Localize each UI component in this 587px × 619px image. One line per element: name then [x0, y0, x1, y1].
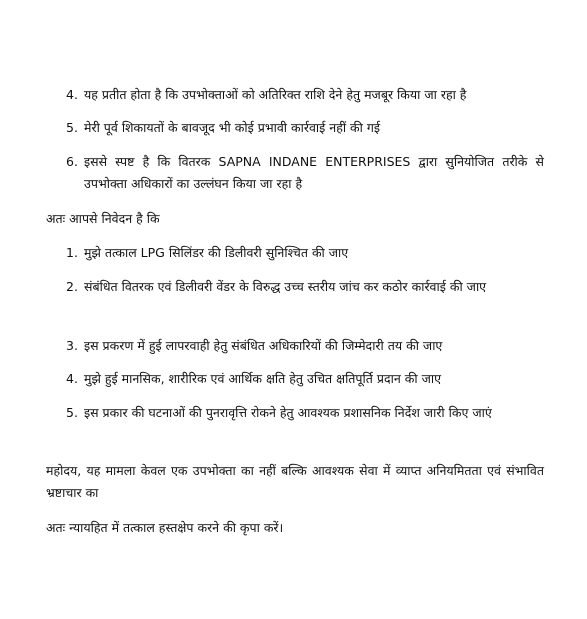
list-number: 6. [66, 154, 78, 169]
list-item [66, 276, 544, 298]
list-text: मुझे हुई मानसिक, शारीरिक एवं आर्थिक क्षति हेतु उचित क्षतिपूर्ति प्रदान की जाए [84, 371, 442, 386]
list-item [66, 335, 544, 357]
request-intro: अतः आपसे निवेदन है कि [46, 211, 160, 226]
list-text: इस प्रकार की घटनाओं की पुनरावृत्ति रोकने हेतु आवश्यक प्रशासनिक निर्देश जारी किए जाएं [84, 405, 492, 420]
list-number: 4. [66, 371, 78, 386]
list-item [66, 368, 544, 390]
list-number: 2. [66, 279, 78, 294]
list-text: संबंधित वितरक एवं डिलीवरी वेंडर के विरुद्ध उच्च स्तरीय जांच कर कठोर कार्रवाई की जाए [84, 279, 487, 294]
list-number: 3. [66, 338, 78, 353]
list-item [66, 117, 544, 139]
list-text: इससे स्पष्ट है कि वितरक SAPNA INDANE ENTERPRISES द्वारा सुनियोजित तरीके से उपभोक्ता अधिकारों का उल्लंघन किया जा रहा है [84, 154, 544, 191]
list-text: इस प्रकरण में हुई लापरवाही हेतु संबंधित अधिकारियों की जिम्मेदारी तय की जाए [84, 338, 443, 353]
list-number: 5. [66, 405, 78, 420]
closing-paragraph: महोदय, यह मामला केवल एक उपभोक्ता का नहीं बल्कि आवश्यक सेवा में व्याप्त अनियमितता एवं संभावित भ्रष्टाचार का [46, 463, 544, 500]
final-line: अतः न्यायहित में तत्काल हस्तक्षेप करने की कृपा करें। [46, 520, 284, 535]
list-number: 5. [66, 120, 78, 135]
list-number: 4. [66, 87, 78, 102]
list-text: मुझे तत्काल LPG सिलिंडर की डिलीवरी सुनिश्चित की जाए [84, 245, 349, 260]
list-item [66, 84, 544, 106]
list-text: मेरी पूर्व शिकायतों के बावजूद भी कोई प्रभावी कार्रवाई नहीं की गई [84, 120, 381, 135]
list-text: यह प्रतीत होता है कि उपभोक्ताओं को अतिरिक्त राशि देने हेतु मजबूर किया जा रहा है [84, 87, 467, 102]
list-item [66, 242, 544, 264]
list-item [66, 402, 544, 424]
list-number: 1. [66, 245, 78, 260]
list-item [66, 151, 544, 195]
